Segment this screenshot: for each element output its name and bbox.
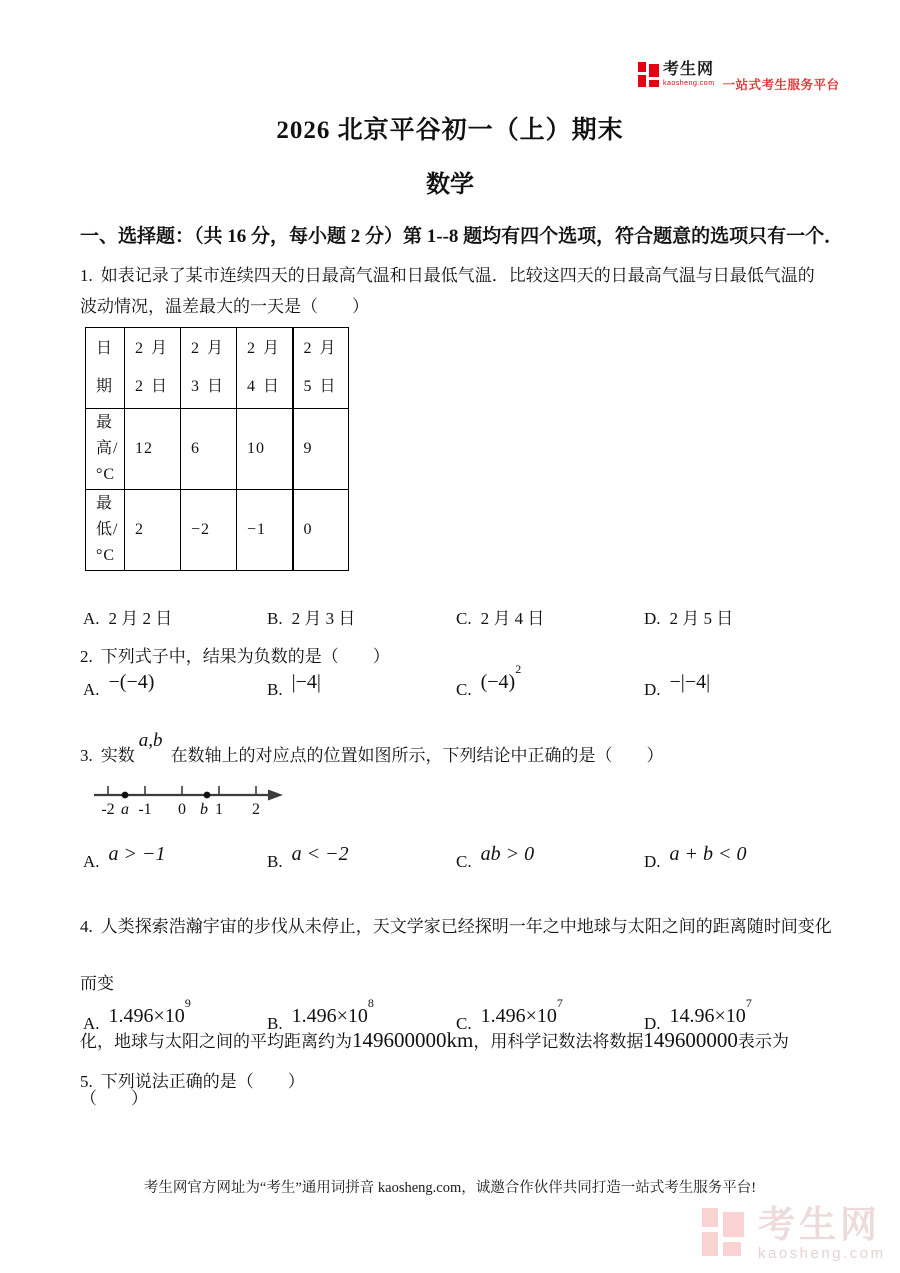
tick-label: 2	[252, 801, 260, 818]
exam-subject: 数学	[426, 172, 474, 198]
question-3-text-post: 在数轴上的对应点的位置如图所示，下列结论中正确的是（ ）	[170, 746, 664, 765]
table-cell-max-1: 12	[125, 409, 181, 490]
table-cell-date-4: 2 月 5 日	[293, 328, 349, 409]
number-line-svg	[92, 780, 288, 820]
question-1-options	[83, 604, 733, 629]
option-label: D.	[644, 609, 661, 628]
kaosheng-h-mark-watermark-icon	[702, 1206, 744, 1256]
table-cell-min-label: 最低/°C	[86, 490, 125, 571]
option-label: B.	[267, 852, 283, 871]
option-math: a + b < 0	[669, 843, 747, 865]
question-1-text: 如表记录了某市连续四天的日最高气温和日最低气温．比较这四天的日最高气温与日最低气温的波动情况，温差最大的一天是（ ）	[80, 266, 815, 316]
logo-text-block	[663, 62, 715, 87]
question-3	[80, 730, 860, 771]
q2-option-a	[83, 671, 267, 701]
option-math: −|−4|	[669, 671, 711, 693]
logo-brand-name: 考生网	[663, 61, 715, 78]
option-math: $1.496\times 10^8$	[291, 996, 374, 1027]
q2-option-d	[644, 671, 711, 701]
option-label: D.	[644, 852, 661, 871]
table-row-min	[86, 490, 349, 571]
option-label: A.	[83, 852, 100, 871]
question-4-line1: 人类探索浩瀚宇宙的步伐从未停止，天文学家已经探明一年之中地球与太阳之间的距离随时间变化而变	[80, 917, 832, 993]
question-3-options	[83, 843, 747, 873]
table-cell-date-2: 2 月 3 日	[181, 328, 237, 409]
temperature-table-wrap	[85, 327, 349, 571]
q4-option-b	[267, 996, 456, 1035]
tick-label: 1	[215, 801, 223, 818]
kaosheng-logo	[638, 62, 840, 93]
option-label: B.	[267, 609, 283, 628]
q4-option-a	[83, 996, 267, 1035]
table-cell-min-3: −1	[237, 490, 293, 571]
q3-option-c	[456, 843, 644, 873]
option-math: a > −1	[108, 843, 166, 865]
question-4-number: 4.	[80, 917, 93, 936]
table-cell-max-label: 最高/°C	[86, 409, 125, 490]
question-2-options	[83, 662, 711, 701]
axis-arrow-icon	[268, 790, 283, 801]
tick-label: -1	[138, 801, 152, 818]
section-heading: 一、选择题：（共 16 分，每小题 2 分）第 1--8 题均有四个选项，符合题意的选项只有一个．	[80, 226, 844, 247]
watermark-brand-name: 考生网	[758, 1204, 881, 1245]
question-5-text: 下列说法正确的是（ ）	[100, 1072, 305, 1091]
logo-slogan: 一站式考生服务平台	[722, 78, 840, 92]
tick-label: 0	[178, 801, 186, 818]
kaosheng-h-mark-icon	[638, 62, 659, 87]
distance-km-value: 149600000km	[352, 1028, 474, 1052]
option-math: $14.96\times 10^7$	[669, 996, 752, 1027]
question-4-line2-pre: 化，地球与太阳之间的平均距离约为	[80, 1032, 352, 1051]
option-label: A.	[83, 609, 100, 628]
option-label: C.	[456, 609, 472, 628]
footer-note: 考生网官方网址为“考生”通用词拼音 kaosheng.com，诚邀合作伙伴共同打造一站式考生服务平台!	[143, 1180, 757, 1196]
option-text: 2 月 5 日	[669, 609, 734, 628]
distance-value: 149600000	[643, 1028, 738, 1052]
option-text: 2 月 2 日	[108, 609, 173, 628]
option-math: a < −2	[291, 843, 349, 865]
temperature-table	[85, 327, 349, 571]
option-label: B.	[267, 680, 283, 699]
table-cell-max-3: 10	[237, 409, 293, 490]
option-label: A.	[83, 1014, 100, 1033]
option-text: 2 月 3 日	[291, 609, 356, 628]
q4-option-c	[456, 996, 644, 1035]
exam-title: 2026 北京平谷初一（上）期末	[276, 117, 624, 144]
table-cell-min-2: −2	[181, 490, 237, 571]
q2-option-b	[267, 671, 456, 701]
q1-option-d	[644, 604, 733, 629]
table-cell-date-3: 2 月 4 日	[237, 328, 293, 409]
option-label: D.	[644, 1014, 661, 1033]
q2-option-c	[456, 662, 644, 701]
q1-option-a	[83, 604, 267, 629]
q4-option-d	[644, 996, 752, 1035]
kaosheng-watermark	[702, 1206, 886, 1261]
table-row-max	[86, 409, 349, 490]
option-math: |−4|	[291, 671, 321, 693]
watermark-text-block	[758, 1206, 886, 1261]
tick-label: -2	[101, 801, 115, 818]
question-4-options	[83, 996, 752, 1035]
option-label: C.	[456, 1014, 472, 1033]
table-cell-max-2: 6	[181, 409, 237, 490]
point-a-label: a	[121, 801, 129, 818]
option-math: $1.496\times 10^9$	[108, 996, 191, 1027]
question-3-number: 3.	[80, 746, 93, 765]
option-text: 2 月 4 日	[480, 609, 545, 628]
q3-option-d	[644, 843, 747, 873]
question-3-text-pre: 实数	[100, 746, 135, 765]
question-2	[80, 641, 828, 672]
q3-option-a	[83, 843, 267, 873]
q3-option-b	[267, 843, 456, 873]
question-4-line2-mid: ，用科学记数法将数据	[473, 1032, 644, 1051]
option-label: C.	[456, 852, 472, 871]
table-cell-min-4: 0	[293, 490, 349, 571]
question-3-variables: a,b	[138, 730, 163, 751]
question-4-line2-post: 表示为（ ）	[80, 1032, 789, 1108]
number-line-figure	[92, 780, 288, 825]
q1-option-b	[267, 604, 456, 629]
table-cell-max-4: 9	[293, 409, 349, 490]
table-cell-date-1: 2 月 2 日	[125, 328, 181, 409]
option-label: D.	[644, 680, 661, 699]
question-1	[80, 260, 828, 322]
option-math: ab > 0	[480, 843, 535, 865]
question-1-number: 1.	[80, 266, 93, 285]
option-label: B.	[267, 1014, 283, 1033]
option-math: $1.496\times 10^7$	[480, 996, 563, 1027]
question-2-number: 2.	[80, 647, 93, 666]
option-math: −(−4)	[108, 671, 155, 693]
table-cell-date-label: 日期	[86, 328, 125, 409]
logo-domain: kaosheng.com	[663, 80, 715, 87]
option-label: A.	[83, 680, 100, 699]
table-row-dates	[86, 328, 349, 409]
table-cell-min-1: 2	[125, 490, 181, 571]
option-label: C.	[456, 680, 472, 699]
option-math: $(-4)^2$	[480, 662, 522, 693]
watermark-domain: kaosheng.com	[758, 1245, 886, 1262]
question-5-number: 5.	[80, 1072, 93, 1091]
point-a-dot	[122, 792, 129, 799]
point-b-label: b	[200, 801, 208, 818]
question-2-text: 下列式子中，结果为负数的是（ ）	[100, 647, 390, 666]
q1-option-c	[456, 604, 644, 629]
question-5	[80, 1066, 828, 1097]
point-b-dot	[204, 792, 211, 799]
